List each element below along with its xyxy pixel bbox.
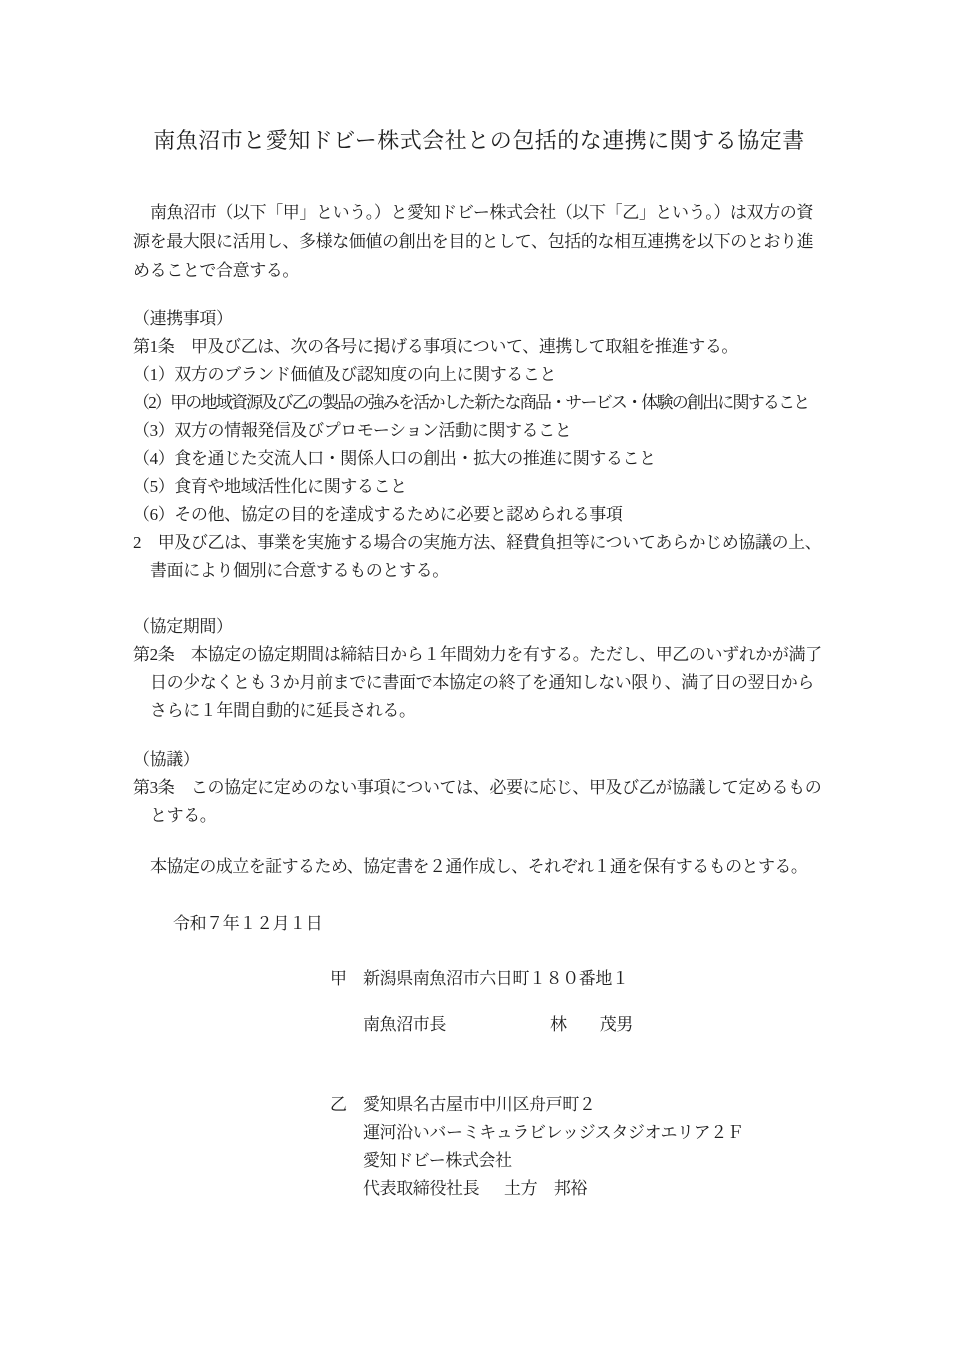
signature-block-kou — [330, 965, 825, 1039]
kou-signer-name: 林 茂男 — [550, 1015, 633, 1034]
article-1-item-3: （3）双方の情報発信及びプロモーション活動に関すること — [133, 421, 572, 440]
kou-signer-title: 南魚沼市長 — [363, 1015, 446, 1034]
article-1-item-1: （1）双方のブランド価値及び認知度の向上に関すること — [133, 365, 557, 384]
otsu-name-row — [363, 1175, 743, 1203]
article-1-item-5: （5）食育や地域活性化に関すること — [133, 477, 407, 496]
article-1-heading: （連携事項） — [133, 309, 233, 328]
article-3-lead: 第3条 この協定に定めのない事項については、必要に応じ、甲及び乙が協議して定めるものとする。 — [133, 778, 822, 825]
document-title: 南魚沼市と愛知ドビー株式会社との包括的な連携に関する協定書 — [153, 128, 805, 153]
kou-name-row-spacer — [330, 1011, 363, 1039]
article-3-heading: （協議） — [133, 750, 200, 769]
document-content — [133, 126, 825, 1203]
article-1 — [133, 305, 825, 585]
article-2-heading: （協定期間） — [133, 617, 233, 636]
otsu-address-2: 運河沿いバーミキュラビレッジスタジオエリア２Ｆ — [363, 1123, 744, 1142]
kou-address-row — [330, 965, 825, 993]
article-2-lead: 第2条 本協定の協定期間は締結日から１年間効力を有する。ただし、甲乙のいずれかが満了日の少なくとも３か月前までに書面で本協定の終了を通知しない限り、満了日の翌日からさらに１年間自動的に延長される。 — [133, 645, 822, 720]
article-1-lead: 第1条 甲及び乙は、次の各号に掲げる事項について、連携して取組を推進する。 — [133, 337, 739, 356]
article-2 — [133, 613, 825, 725]
article-1-item-2: （2）甲の地域資源及び乙の製品の強みを活かした新たな商品・サービス・体験の創出に関すること — [133, 393, 809, 412]
closing-sentence: 本協定の成立を証するため、協定書を２通作成し、それぞれ１通を保有するものとする。 — [150, 857, 808, 876]
otsu-signer-name: 土方 邦裕 — [504, 1179, 587, 1198]
article-1-item-4: （4）食を通じた交流人口・関係人口の創出・拡大の推進に関すること — [133, 449, 656, 468]
party-mark-kou: 甲 — [330, 969, 347, 988]
preamble-paragraph: 南魚沼市（以下「甲」という。）と愛知ドビー株式会社（以下「乙」という。）は双方の資源を最大限に活用し、多様な価値の創出を目的として、包括的な相互連携を以下のとおり進めることで合意する。 — [133, 203, 814, 280]
otsu-lines — [363, 1091, 743, 1203]
otsu-address-1: 愛知県名古屋市中川区舟戸町２ — [363, 1095, 596, 1114]
article-1-item-6: （6）その他、協定の目的を達成するために必要と認められる事項 — [133, 505, 623, 524]
kou-address: 新潟県南魚沼市六日町１８０番地１ — [363, 969, 629, 988]
otsu-signer-title: 代表取締役社長 — [363, 1179, 480, 1198]
article-1-clause-2: 2 甲及び乙は、事業を実施する場合の実施方法、経費負担等についてあらかじめ協議の上、書面により個別に合意するものとする。 — [133, 533, 822, 580]
party-mark-otsu: 乙 — [330, 1095, 347, 1114]
otsu-company: 愛知ドビー株式会社 — [363, 1151, 512, 1170]
date-line: 令和７年１２月１日 — [173, 914, 323, 933]
kou-name-row — [330, 1011, 825, 1039]
article-3 — [133, 746, 825, 830]
otsu-rows — [330, 1091, 825, 1203]
signature-block-otsu — [330, 1091, 825, 1203]
